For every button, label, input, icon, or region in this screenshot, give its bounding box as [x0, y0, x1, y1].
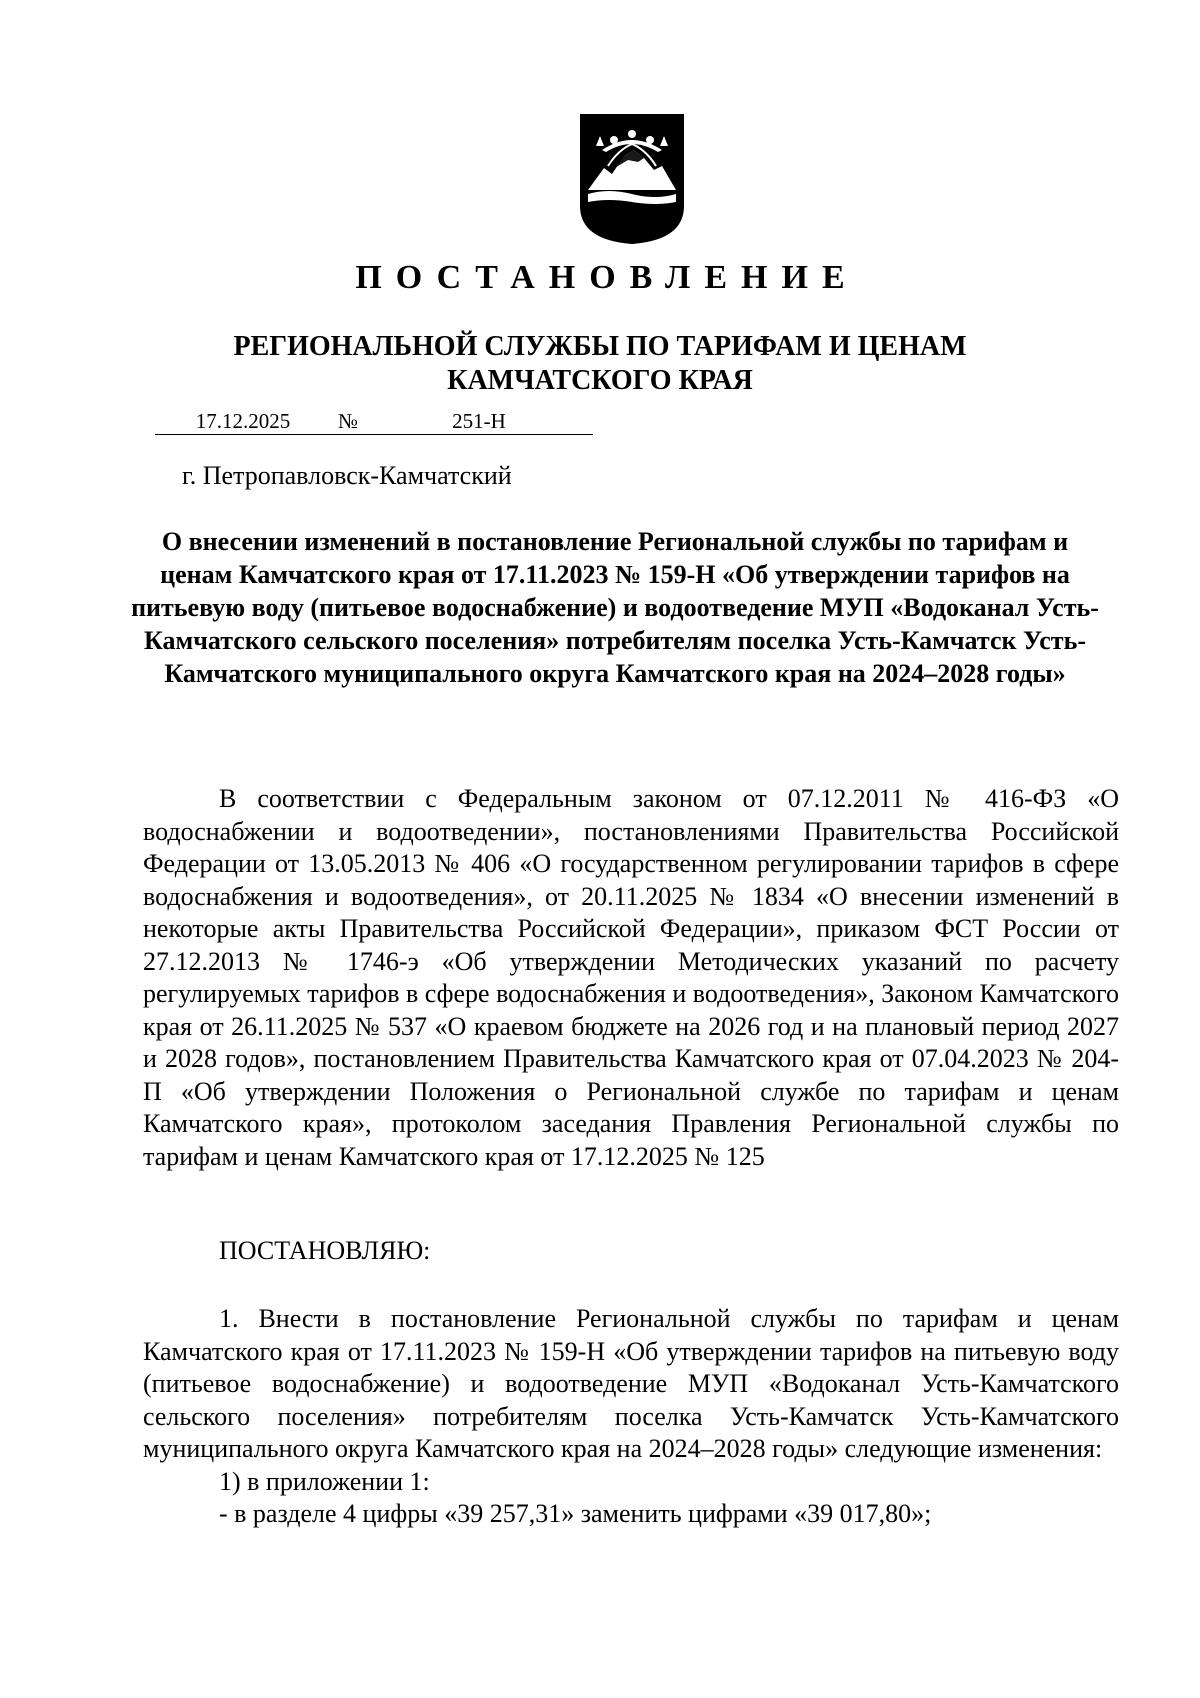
document-date: 17.12.2025 [155, 408, 331, 435]
authority-line-2: КАМЧАТСКОГО КРАЯ [447, 365, 753, 396]
authority-line-1: РЕГИОНАЛЬНОЙ СЛУЖБЫ ПО ТАРИФАМ И ЦЕНАМ [233, 331, 967, 362]
document-type-heading: ПОСТАНОВЛЕНИЕ [355, 259, 859, 296]
place-of-issue: г. Петропавловск-Камчатский [182, 461, 512, 490]
number-sign: № [331, 408, 365, 435]
resolve-heading: ПОСТАНОВЛЯЮ: [219, 1236, 431, 1265]
issuing-authority [0, 330, 1200, 398]
preamble-paragraph: В соответствии с Федеральным законом от 07.12.2011 № 416-ФЗ «О водоснабжении и водоотведении», постановлениями Правительства Российской Федерации от 13.05.2013 № 406 «О государственном регулировании тарифов в сфере водоснабжения и водоотведения», от 20.11.2025 № 1834 «О внесении изменений в некоторые акты Правительства Российской Федерации», приказом ФСТ России от 27.12.2013 № 1746-э «Об утверждении Методических указаний по расчету регулируемых тарифов в сфере водоснабжения и водоотведения», Законом Камчатского края от 26.11.2025 № 537 «О краевом бюджете на 2026 год и на плановый период 2027 и 2028 годов», постановлением Правительства Камчатского края от 07.04.2023 № 204-П «Об утверждении Положения о Региональной службе по тарифам и ценам Камчатского края», протоколом заседания Правления Региональной службы по тарифам и ценам Камчатского края от 17.12.2025 № 125 [143, 784, 1119, 1171]
subclause-1: 1) в приложении 1: [219, 1467, 430, 1496]
subclause-1-item: - в разделе 4 цифры «39 257,31» заменить цифрами «39 017,80»; [219, 1499, 932, 1528]
document-title: О внесении изменений в постановление Региональной службы по тарифам и ценам Камчатского края от 17.11.2023 № 159-Н «Об утверждении тарифов на питьевую воду (питьевое водоснабжение) и водоотведение МУП «Водоканал Усть-Камчатского сельского поселения» потребителям поселка Усть-Камчатск Усть-Камчатского муниципального округа Камчатского края на 2024–2028 годы» [131, 527, 1099, 688]
document-number: 251-Н [365, 408, 593, 435]
kamchatka-coat-of-arms-icon [578, 110, 686, 246]
clause-1-paragraph: 1. Внести в постановление Региональной службы по тарифам и ценам Камчатского края от 17.11.2023 № 159-Н «Об утверждении тарифов на питьевую воду (питьевое водоснабжение) и водоотведение МУП «Водоканал Усть-Камчатского сельского поселения» потребителям поселка Усть-Камчатск Усть-Камчатского муниципального округа Камчатского края на 2024–2028 годы» следующие изменения: [143, 1304, 1119, 1463]
